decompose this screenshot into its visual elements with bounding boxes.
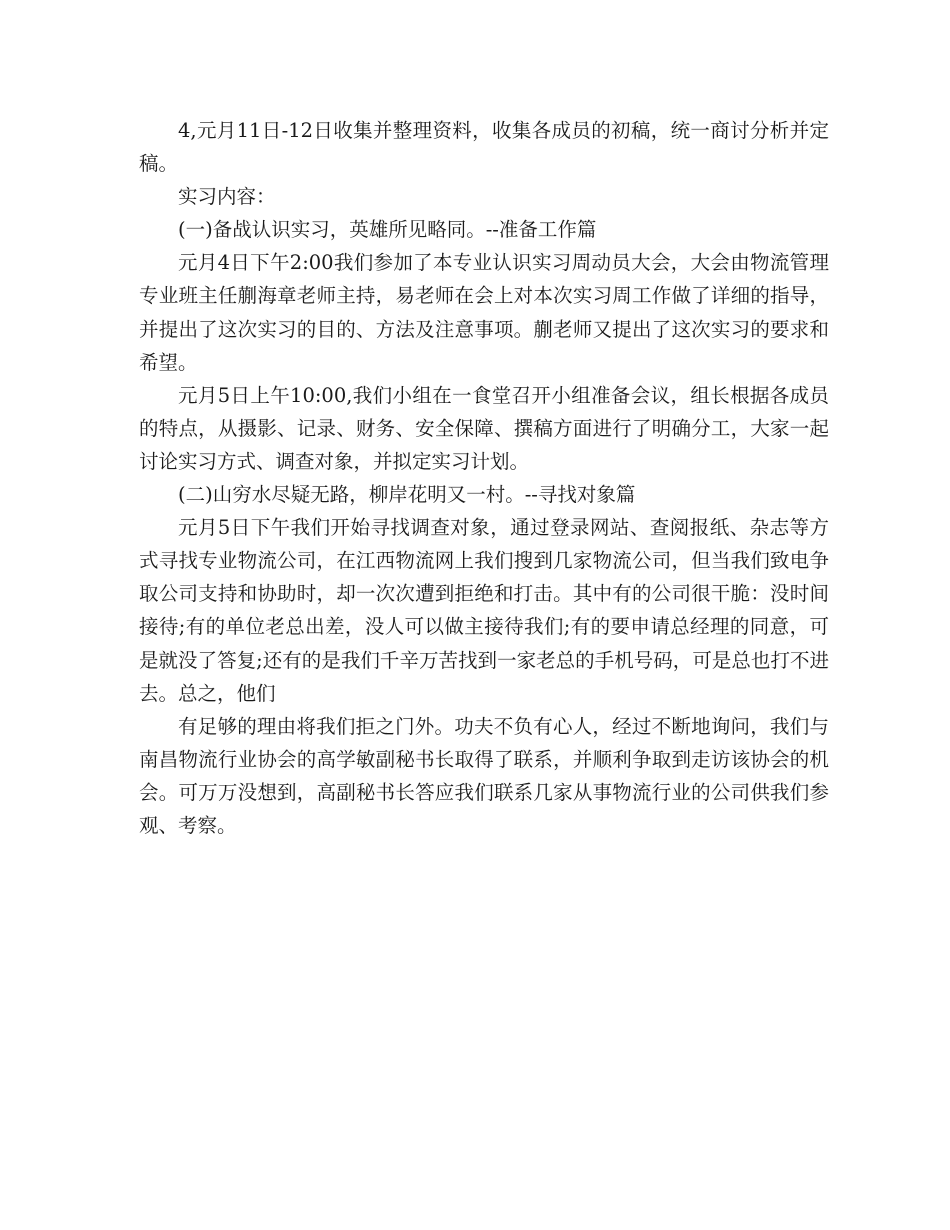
paragraph-association-contact: 有足够的理由将我们拒之门外。功夫不负有心人，经过不断地询问，我们与南昌物流行业协会的高学敏副秘书长取得了联系，并顺利争取到走访该协会的机会。可万万没想到，高副秘书长答应我们联系几家从事物流行业的公司供我们参观、考察。 (139, 714, 829, 837)
paragraph-group-meeting: 元月5日上午10:00,我们小组在一食堂召开小组准备会议，组长根据各成员的特点，从摄影、记录、财务、安全保障、撰稿方面进行了明确分工，大家一起讨论实习方式、调查对象，并拟定实习计划。 (139, 383, 829, 473)
paragraph-heading-search: (二)山穷水尽疑无路，柳岸花明又一村。--寻找对象篇 (178, 483, 636, 507)
paragraph-mobilization-meeting: 元月4日下午2:00我们参加了本专业认识实习周动员大会，大会由物流管理专业班主任蒯海章老师主持，易老师在会上对本次实习周工作做了详细的指导，并提出了这次实习的目的、方法及注意事项。蒯老师又提出了这次实习的要求和希望。 (139, 251, 829, 374)
paragraph-schedule-item-4: 4,元月11日-12日收集并整理资料，收集各成员的初稿，统一商讨分析并定稿。 (139, 119, 829, 176)
paragraph-section-label: 实习内容： (178, 185, 276, 209)
paragraph-heading-preparation: (一)备战认识实习，英雄所见略同。--准备工作篇 (178, 218, 597, 242)
paragraph-search-process: 元月5日下午我们开始寻找调查对象，通过登录网站、查阅报纸、杂志等方式寻找专业物流公司，在江西物流网上我们搜到几家物流公司，但当我们致电争取公司支持和协助时，却一次次遭到拒绝和打击。其中有的公司很干脆：没时间接待;有的单位老总出差，没人可以做主接待我们;有的要申请总经理的同意，可是就没了答复;还有的是我们千辛万苦找到一家老总的手机号码，可是总也打不进去。总之，他们 (139, 516, 829, 705)
document-body (139, 114, 829, 842)
